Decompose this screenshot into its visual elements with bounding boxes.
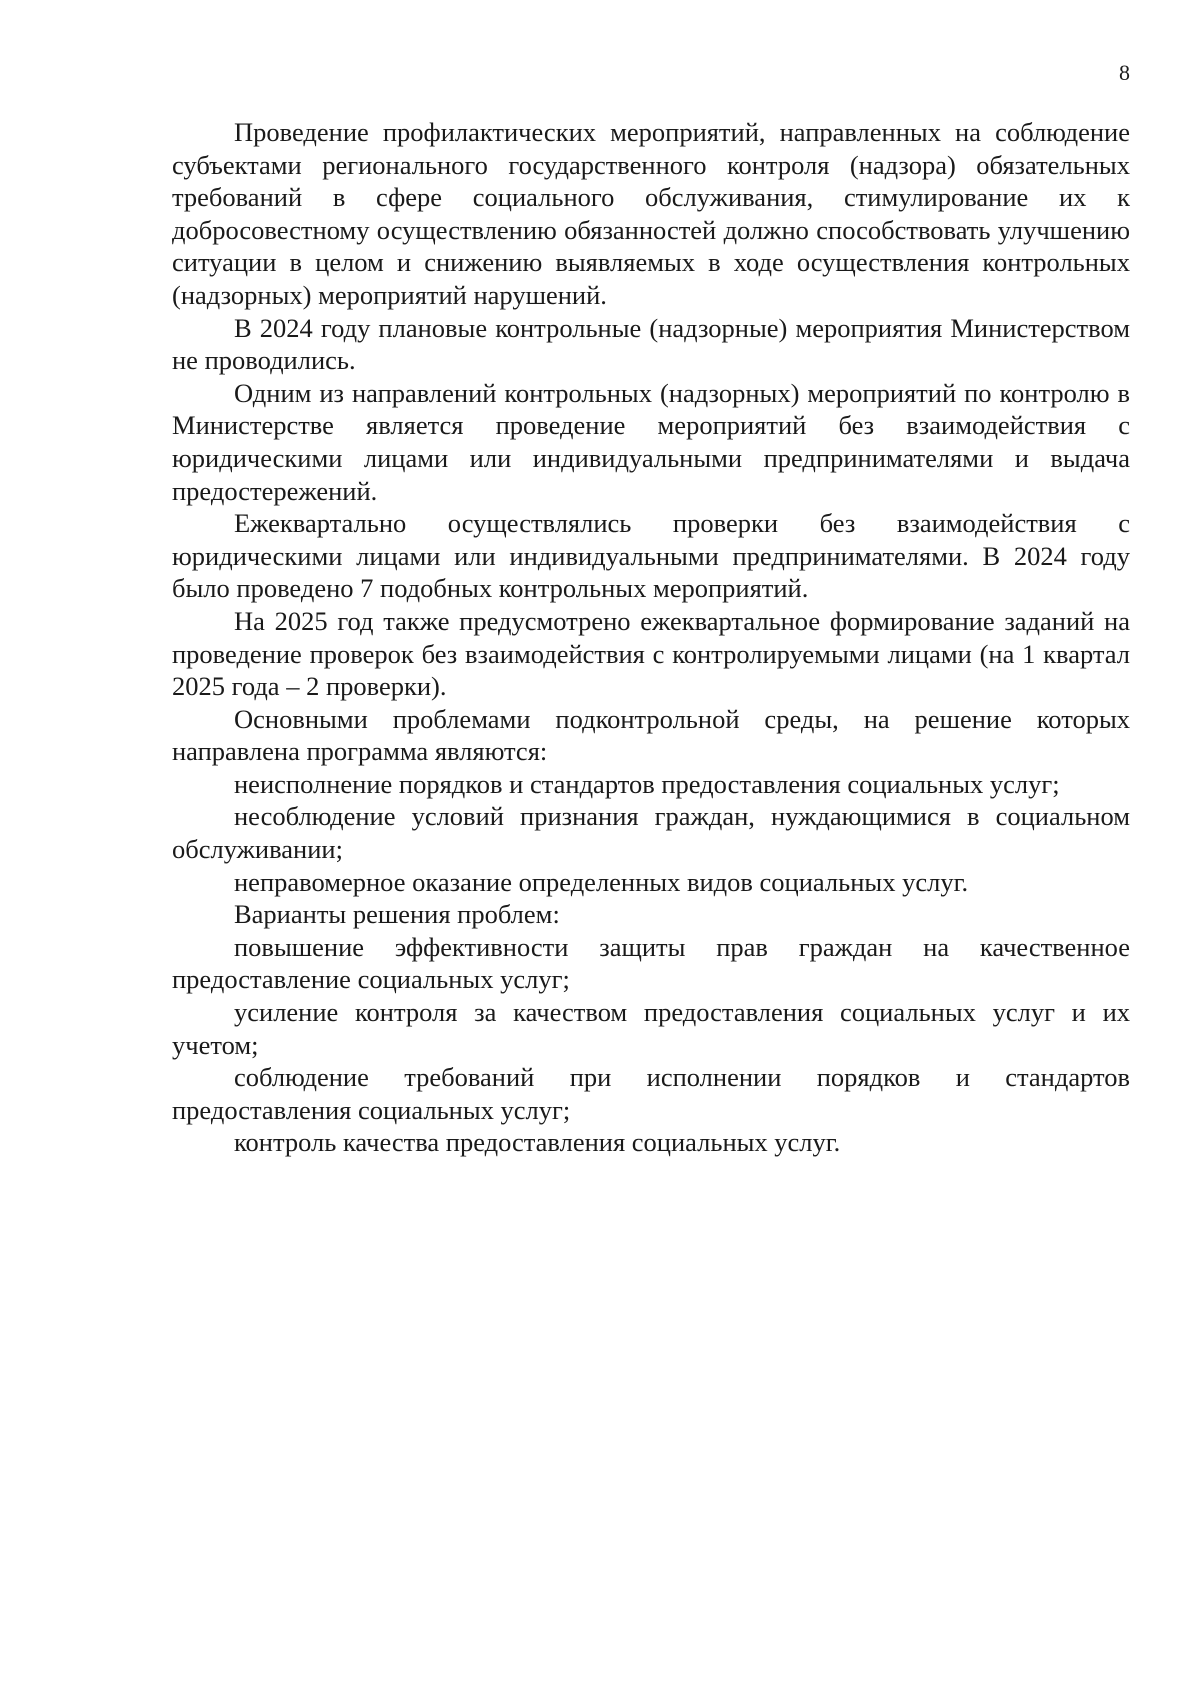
paragraph-prevention: Проведение профилактических мероприятий, направленных на соблюдение субъектами регионального государственного контроля (надзора) обязательных требований в сфере социального обслуживания, стимулирование их к добросовестному осуществлению обязанностей должно способствовать улучшению ситуации в целом и снижению выявляемых в ходе осуществления контрольных (надзорных) мероприятий нарушений. bbox=[172, 117, 1130, 310]
list-item-problem-1: неисполнение порядков и стандартов предоставления социальных услуг; bbox=[234, 768, 1060, 799]
paragraph-plan-2025: На 2025 год также предусмотрено ежеквартальное формирование заданий на проведение проверок без взаимодействия с контролируемыми лицами (на 1 квартал 2025 года – 2 проверки). bbox=[172, 605, 1130, 702]
list-item-solution-4: контроль качества предоставления социальных услуг. bbox=[234, 1127, 841, 1158]
paragraph-planned-inspections: В 2024 году плановые контрольные (надзорные) мероприятия Министерством не проводились. bbox=[172, 312, 1130, 376]
list-item-solution-3: соблюдение требований при исполнении порядков и стандартов предоставления социальных услуг; bbox=[172, 1062, 1130, 1125]
list-item-problem-3: неправомерное оказание определенных видов социальных услуг. bbox=[234, 866, 969, 897]
document-body bbox=[172, 116, 1130, 1159]
paragraph-control-directions: Одним из направлений контрольных (надзорных) мероприятий по контролю в Министерстве является проведение мероприятий без взаимодействия с юридическими лицами или индивидуальными предпринимателями и выдача предостережений. bbox=[172, 377, 1130, 506]
list-item-problem-2: несоблюдение условий признания граждан, нуждающимися в социальном обслуживании; bbox=[172, 801, 1130, 865]
page-number: 8 bbox=[1119, 60, 1130, 85]
paragraph-solutions-heading: Варианты решения проблем: bbox=[234, 899, 560, 930]
paragraph-main-problems: Основными проблемами подконтрольной среды, на решение которых направлена программа являются: bbox=[172, 703, 1130, 767]
list-item-solution-2: усиление контроля за качеством предоставления социальных услуг и их учетом; bbox=[172, 997, 1130, 1060]
list-item-solution-1: повышение эффективности защиты прав граждан на качественное предоставление социальных услуг; bbox=[172, 931, 1130, 995]
paragraph-quarterly-checks: Ежеквартально осуществлялись проверки без взаимодействия с юридическими лицами или индивидуальными предпринимателями. В 2024 году было проведено 7 подобных контрольных мероприятий. bbox=[172, 508, 1130, 604]
